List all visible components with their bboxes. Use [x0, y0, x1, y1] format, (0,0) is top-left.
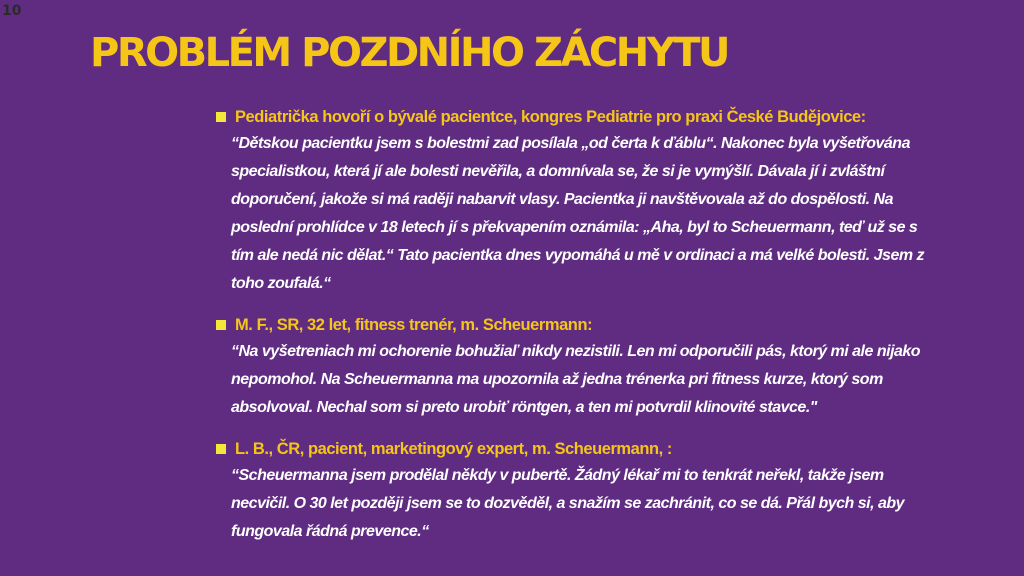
bullet-square-icon: [216, 444, 226, 454]
testimonial-heading: M. F., SR, 32 let, fitness trenér, m. Scheuermann:: [235, 315, 593, 334]
testimonial-item: [216, 312, 996, 422]
slide-number: 10: [2, 3, 22, 19]
testimonial-heading: Pediatrička hovoří o bývalé pacientce, kongres Pediatrie pro praxi České Budějovice:: [235, 107, 866, 126]
testimonial-quote: “Dětskou pacientku jsem s bolestmi zad posílala „od čerta k ďáblu“. Nakonec byla vyšetřována specialistkou, která jí ale bolesti nevěřila, a domnívala se, že si je vymýšlí. Dávala jí i zvláštní doporučení, jakože si má raději nabarvit vlasy. Pacientka ji navštěvovala až do dospělosti. Na poslední prohlídce v 18 letech jí s překvapením oznámila: „Aha, byl to Scheuermann, teď už se s tím ale nedá nic dělat.“ Tato pacientka dnes vypomáhá u mě v ordinaci a má velké bolesti. Jsem z toho zoufalá.“: [231, 135, 925, 292]
testimonial-heading-row: [216, 104, 996, 130]
testimonial-list: [216, 104, 996, 560]
testimonial-heading: L. B., ČR, pacient, marketingový expert, m. Scheuermann, :: [235, 439, 672, 458]
testimonial-heading-row: [216, 312, 996, 338]
testimonial-item: [216, 436, 996, 546]
testimonial-quote: “Scheuermanna jsem prodělal někdy v pubertě. Žádný lékař mi to tenkrát neřekl, takže jsem necvičil. O 30 let později jsem se to dozvěděl, a snažím se zachránit, co se dá. Přál bych si, aby fungovala řádná prevence.“: [231, 467, 905, 540]
slide-title: PROBLÉM POZDNÍHO ZÁCHYTU: [90, 30, 728, 76]
testimonial-item: [216, 104, 996, 298]
bullet-square-icon: [216, 320, 226, 330]
testimonial-quote: “Na vyšetreniach mi ochorenie bohužiaľ nikdy nezistili. Len mi odporučili pás, ktorý mi ale nijako nepomohol. Na Scheuermanna ma upozornila až jedna trénerka pri fitness kurze, ktorý som absolvoval. Nechal som si preto urobiť röntgen, a ten mi potvrdil klinovité stavce.": [231, 343, 921, 416]
bullet-square-icon: [216, 112, 226, 122]
testimonial-heading-row: [216, 436, 996, 462]
